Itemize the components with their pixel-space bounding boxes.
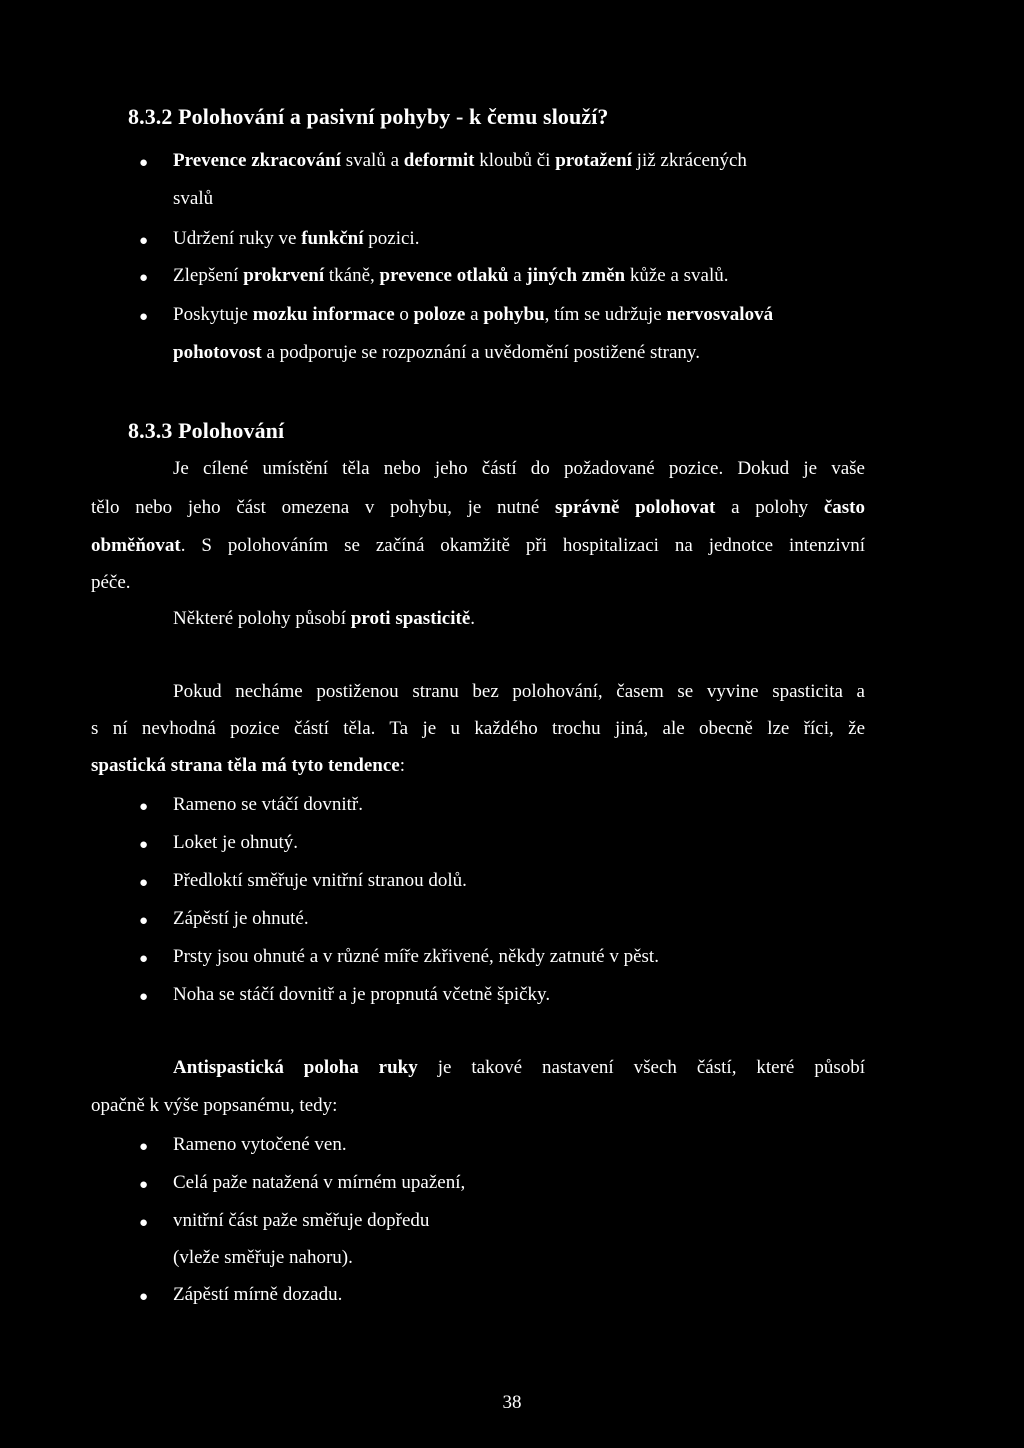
paragraph-3-line-3: spastická strana těla má tyto tendence: <box>91 755 405 776</box>
bullet-icon: ● <box>139 875 149 891</box>
paragraph-1-line-3: obměňovat. S polohováním se začíná okamžitě při hospitalizaci na jednotce intenzivní <box>91 535 865 556</box>
bullet-poskytuje-continuation: pohotovost a podporuje se rozpoznání a uvědomění postižené strany. <box>173 342 700 363</box>
paragraph-4-line-1: Antispastická poloha ruky je takové nastavení všech částí, které působí <box>173 1057 865 1078</box>
paragraph-3-line-2: s ní nevhodná pozice částí těla. Ta je u každého trochu jiná, ale obecně lze říci, že <box>91 718 865 739</box>
bullet-icon: ● <box>139 837 149 853</box>
paragraph-3-line-1: Pokud necháme postiženou stranu bez polohování, časem se vyvine spasticita a <box>173 681 865 702</box>
bullet-icon: ● <box>139 799 149 815</box>
list-item: ● Předloktí směřuje vnitřní stranou dolů. <box>173 870 467 892</box>
list-item: ● Prsty jsou ohnuté a v různé míře zkřivené, někdy zatnuté v pěst. <box>173 946 659 968</box>
bullet-icon: ● <box>139 155 149 171</box>
list-item: ● Rameno se vtáčí dovnitř. <box>173 794 363 816</box>
bullet-udrzeni: ● Udržení ruky ve funkční pozici. <box>173 228 419 250</box>
bullet-icon: ● <box>139 951 149 967</box>
list-item-continuation: (vleže směřuje nahoru). <box>173 1247 353 1268</box>
paragraph-1-line-4: péče. <box>91 572 131 593</box>
bullet-icon: ● <box>139 913 149 929</box>
list-item: ● Loket je ohnutý. <box>173 832 298 854</box>
bullet-icon: ● <box>139 309 149 325</box>
list-item: ● Zápěstí je ohnuté. <box>173 908 309 930</box>
section-heading-8-3-3: 8.3.3 Polohování <box>128 418 285 443</box>
bullet-icon: ● <box>139 1289 149 1305</box>
paragraph-1-line-2: tělo nebo jeho část omezena v pohybu, je nutné správně polohovat a polohy často <box>91 497 865 518</box>
bullet-icon: ● <box>139 1139 149 1155</box>
bullet-icon: ● <box>139 270 149 286</box>
paragraph-1-line-1: Je cílené umístění těla nebo jeho částí do požadované pozice. Dokud je vaše <box>173 458 865 479</box>
paragraph-2: Některé polohy působí proti spasticitě. <box>173 608 476 629</box>
list-item: ● vnitřní část paže směřuje dopředu <box>173 1210 429 1232</box>
section-heading-8-3-2: 8.3.2 Polohování a pasivní pohyby - k čemu slouží? <box>128 104 609 129</box>
list-item: ● Rameno vytočené ven. <box>173 1134 347 1156</box>
bullet-icon: ● <box>139 1177 149 1193</box>
list-item: ● Zápěstí mírně dozadu. <box>173 1284 342 1306</box>
bullet-prevence-continuation: svalů <box>173 188 214 209</box>
bullet-icon: ● <box>139 1215 149 1231</box>
paragraph-4-line-2: opačně k výše popsanému, tedy: <box>91 1095 338 1116</box>
bullet-icon: ● <box>139 233 149 249</box>
list-item: ● Celá paže natažená v mírném upažení, <box>173 1172 465 1194</box>
bullet-prevence: ● Prevence zkracování svalů a deformit kloubů či protažení již zkrácených <box>173 150 747 172</box>
list-item: ● Noha se stáčí dovnitř a je propnutá včetně špičky. <box>173 984 550 1006</box>
bullet-poskytuje: ● Poskytuje mozku informace o poloze a pohybu, tím se udržuje nervosvalová <box>173 304 773 326</box>
page-number: 38 <box>502 1392 522 1413</box>
bullet-icon: ● <box>139 989 149 1005</box>
bullet-zlepseni: ● Zlepšení prokrvení tkáně, prevence otlaků a jiných změn kůže a svalů. <box>173 265 729 287</box>
